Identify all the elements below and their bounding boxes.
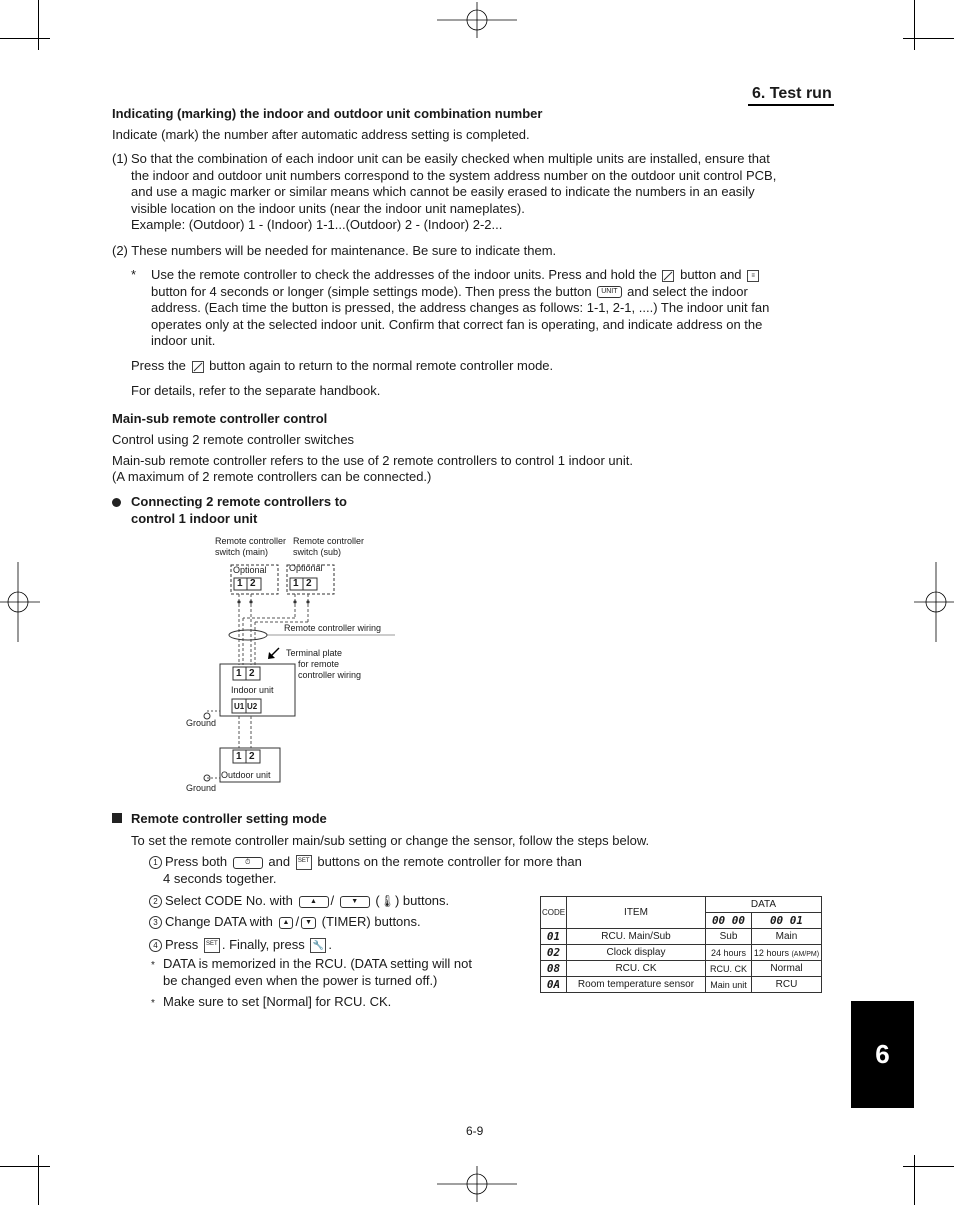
note-block (151, 267, 821, 350)
step2-b: / (330, 893, 335, 908)
timer-button-icon: ⏱ (233, 857, 263, 869)
note-line: operates only at the selected indoor unit. Confirm that correct fan is operating, and indicate address on the (151, 316, 763, 332)
note2: Make sure to set [Normal] for RCU. CK. (163, 994, 392, 1009)
check-button-icon (662, 270, 674, 282)
details-line: For details, refer to the separate handbook. (131, 383, 381, 398)
note1 (163, 956, 472, 989)
step1-a: Press both (165, 854, 228, 869)
table-row (541, 929, 822, 945)
row-item: Room temperature sensor (567, 977, 706, 993)
outdoor-term1: 1 (236, 751, 242, 762)
press-b: button again to return to the normal remote controller mode. (209, 358, 554, 373)
step-2 (149, 893, 449, 910)
bullet-text (131, 494, 347, 527)
item1-line: visible location on the indoor units (near the indoor unit nameplates). (131, 200, 525, 216)
step-number: 2 (149, 895, 162, 908)
item2-text: (2) These numbers will be needed for maintenance. Be sure to indicate them. (112, 243, 557, 258)
code-header: CODE (541, 897, 567, 929)
crop-mark-tl-h (0, 38, 50, 39)
down-button-icon: ▼ (340, 896, 370, 908)
unit-button-icon: UNIT (597, 286, 621, 298)
mainsub-heading: Main-sub remote controller control (112, 411, 328, 426)
tp-l2: for remote (298, 659, 340, 669)
row-d0: Main unit (706, 977, 752, 993)
step-3 (149, 914, 421, 931)
note-line (151, 267, 821, 284)
row-code: 08 (541, 961, 567, 977)
setting-heading: Remote controller setting mode (131, 811, 327, 826)
note-line: address. (Each time the button is pressed, the address changes as follows: 1-1, 2-1, ....) The indoor unit fan (151, 300, 770, 315)
crop-mark-bl-h (0, 1166, 50, 1167)
item1-line: the indoor and outdoor unit numbers correspond to the system address number on the outdoor unit control PCB, (131, 167, 777, 183)
rc-main-label (215, 536, 286, 558)
registration-mark-top (437, 2, 517, 38)
row-d0: Sub (706, 929, 752, 945)
row-d0: 24 hours (706, 945, 752, 961)
row-d1: RCU (752, 977, 822, 993)
timer-down-button-icon: ▼ (301, 917, 316, 929)
terminal-plate-label (286, 648, 361, 681)
note-line1-b: button and (680, 267, 742, 282)
ground-label: Ground (186, 718, 217, 728)
set-button-icon: SET (204, 938, 220, 953)
row-d1: Normal (752, 961, 822, 977)
step3-a: Change DATA with (165, 914, 273, 929)
note-line2-a: button for 4 seconds or longer (simple settings mode). Then press the button (151, 283, 592, 299)
step-number: 1 (149, 856, 162, 869)
step2-d: ) buttons. (394, 893, 450, 908)
item1-line: and use a magic marker or similar means which cannot be easily erased to indicate the numbers in an easily (131, 184, 755, 199)
rc-sub-l1: Remote controller (293, 536, 365, 546)
row-item: RCU. Main/Sub (567, 929, 706, 945)
crop-mark-br-v (914, 1155, 915, 1205)
mainsub-line2: Main-sub remote controller refers to the use of 2 remote controllers to control 1 indoor unit. (112, 453, 633, 468)
row-d0: RCU. CK (706, 961, 752, 977)
crop-mark-br-h (903, 1166, 954, 1167)
table-row (541, 977, 822, 993)
step-number: 3 (149, 916, 162, 929)
step-1 (149, 854, 619, 887)
rc-sub-label (293, 536, 364, 558)
step4-c: . (328, 937, 332, 952)
u2-label: U2 (247, 702, 258, 711)
row-d1-suffix: (AM/PM) (791, 950, 820, 958)
rc-main-l1: Remote controller (215, 536, 287, 546)
item1-number: (1) (112, 151, 128, 166)
data-code-0: 00 00 (706, 913, 752, 929)
note-line (151, 284, 821, 301)
step4-a: Press (165, 937, 199, 952)
timer-up-button-icon: ▲ (279, 917, 294, 929)
step1-b: and (268, 854, 291, 869)
data-code-1: 00 01 (752, 913, 822, 929)
row-code: 01 (541, 929, 567, 945)
step4-b: . Finally, press (221, 937, 305, 952)
rc-main-term2: 2 (250, 578, 256, 589)
wrench-button-icon: 🔧 (310, 938, 326, 953)
indicating-intro: Indicate (mark) the number after automatic address setting is completed. (112, 127, 530, 142)
row-d1: Main (752, 929, 822, 945)
indoor-term2: 2 (249, 668, 255, 679)
rc-sub-l2: switch (sub) (293, 547, 342, 557)
indoor-unit-label: Indoor unit (231, 685, 274, 695)
wire-bundle (229, 630, 267, 640)
step-number: 4 (149, 939, 162, 952)
rc-main-l2: switch (main) (215, 547, 269, 557)
set-button-icon: SET (296, 855, 312, 870)
up-button-icon: ▲ (299, 896, 329, 908)
note1-line2: be changed even when the power is turned off.) (163, 972, 438, 988)
optional-main: Optional (233, 565, 267, 575)
press-a: Press the (131, 358, 186, 373)
tp-l3: controller wiring (298, 670, 362, 680)
square-bullet-icon (112, 813, 122, 823)
set-button-icon: ≡ (747, 270, 759, 282)
indoor-term1: 1 (236, 668, 242, 679)
crop-mark-tr-h (903, 38, 954, 39)
chapter-tab: 6 (851, 1001, 914, 1108)
row-item: RCU. CK (567, 961, 706, 977)
step1-c: buttons on the remote controller for more than (317, 854, 582, 869)
step-4 (149, 937, 332, 954)
item-header: ITEM (567, 897, 706, 929)
rc-sub-term2: 2 (306, 578, 312, 589)
note-star: * (131, 267, 137, 282)
note-line: indoor unit. (151, 333, 216, 348)
crop-mark-tr-v (914, 0, 915, 50)
registration-mark-bottom (437, 1166, 517, 1202)
row-code: 0A (541, 977, 567, 993)
step3-c: (TIMER) buttons. (321, 914, 421, 929)
indicating-heading: Indicating (marking) the indoor and outdoor unit combination number (112, 106, 543, 121)
step2-c: ( (375, 893, 380, 908)
rc-sub-term1: 1 (293, 578, 299, 589)
outdoor-term2: 2 (249, 751, 255, 762)
item1-text (131, 151, 821, 234)
item1-line: Example: (Outdoor) 1 - (Indoor) 1-1...(Outdoor) 2 - (Indoor) 2-2... (131, 217, 503, 232)
crop-mark-tl-v (38, 0, 39, 50)
registration-mark-right (914, 562, 954, 642)
note2-star: * (151, 998, 155, 1009)
code-data-table (540, 896, 822, 993)
bullet-line: control 1 indoor unit (131, 510, 258, 526)
section-title: 6. Test run (748, 85, 834, 106)
crop-mark-bl-v (38, 1155, 39, 1205)
row-code: 02 (541, 945, 567, 961)
step2-a: Select CODE No. with (165, 893, 293, 908)
ground-label: Ground (186, 783, 217, 793)
setting-intro: To set the remote controller main/sub setting or change the sensor, follow the steps below. (131, 833, 650, 848)
press-line (131, 358, 553, 375)
mainsub-line1: Control using 2 remote controller switches (112, 432, 355, 447)
outdoor-unit-label: Outdoor unit (221, 770, 271, 780)
optional-sub: Optional (289, 563, 323, 573)
table-row (541, 961, 822, 977)
thermometer-icon: 🌡 (379, 894, 395, 908)
page-number: 6-9 (466, 1124, 484, 1138)
row-d1-cell (752, 945, 822, 961)
item1-line: So that the combination of each indoor unit can be easily checked when multiple units are installed, ensure that (131, 151, 770, 166)
table-row (541, 945, 822, 961)
rc-main-term1: 1 (237, 578, 243, 589)
tp-l1: Terminal plate (286, 648, 343, 658)
note-line1-a: Use the remote controller to check the addresses of the indoor units. Press and hold the (151, 267, 657, 282)
step1-d: 4 seconds together. (163, 870, 277, 886)
note1-line1: DATA is memorized in the RCU. (DATA setting will not (163, 956, 472, 971)
check-button-icon (192, 361, 204, 373)
row-d1: 12 hours (753, 947, 789, 958)
u1-label: U1 (234, 702, 245, 711)
wiring-label: Remote controller wiring (284, 623, 382, 633)
data-header: DATA (706, 897, 822, 913)
note1-star: * (151, 960, 155, 971)
bullet-line: Connecting 2 remote controllers to (131, 494, 347, 509)
step3-b: / (295, 914, 300, 929)
row-item: Clock display (567, 945, 706, 961)
bullet-dot-icon (112, 498, 121, 507)
mainsub-line3: (A maximum of 2 remote controllers can be connected.) (112, 469, 432, 484)
registration-mark-left (0, 562, 40, 642)
note-line2-b: and select the indoor (627, 283, 748, 299)
